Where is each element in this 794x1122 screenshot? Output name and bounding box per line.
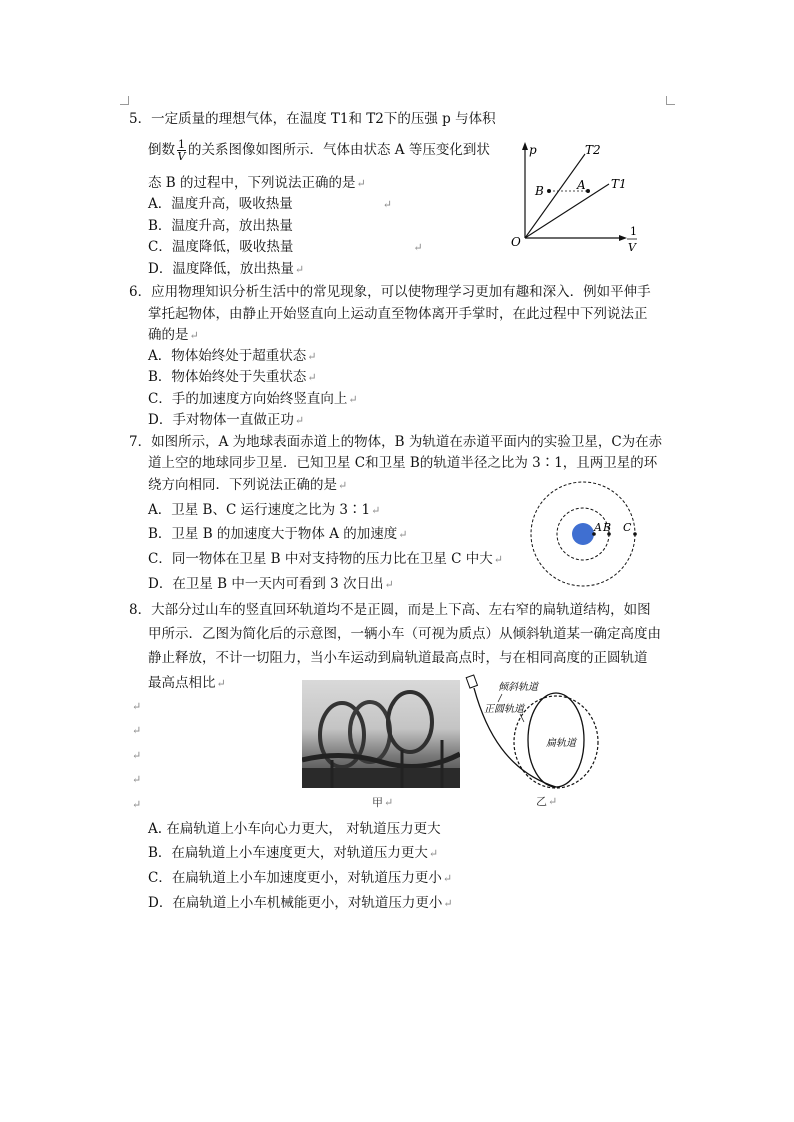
b-label: B <box>535 184 544 198</box>
q6-option-c: C．手的加速度方向始终竖直向上↵ <box>148 391 358 407</box>
q7-stem-line1: 7．如图所示，A 为地球表面赤道上的物体，B 为轨道在赤道平面内的实验卫星，C为在赤 <box>129 434 663 450</box>
point-a <box>586 189 590 193</box>
x-label-num: 1 <box>630 225 637 238</box>
q6-option-d: D．手对物体一直做正功↵ <box>148 412 305 428</box>
earth <box>572 523 594 545</box>
a-label: A <box>594 521 602 534</box>
q8-option-c: C．在扁轨道上小车加速度更小，对轨道压力更小↵ <box>148 870 453 886</box>
q8-stem-line3: 静止释放，不计一切阻力，当小车运动到扁轨道最高点时，与在相同高度的正圆轨道 <box>148 650 648 666</box>
fig-b-caption: 乙↵ <box>536 795 558 808</box>
q8-option-b: B．在扁轨道上小车速度更大，对轨道压力更大↵ <box>148 845 439 861</box>
incline-track <box>474 688 556 787</box>
empty-paragraph-mark: ↵ <box>132 700 142 713</box>
q5-option-b: B．温度升高，放出热量 <box>148 218 293 234</box>
q5-stem-line3: 态 B 的过程中，下列说法正确的是↵ <box>148 175 366 191</box>
q6-option-b: B．物体始终处于失重状态↵ <box>148 369 317 385</box>
q8-stem-line4: 最高点相比↵ <box>148 675 226 691</box>
flat-label: 扁轨道 <box>546 738 576 749</box>
x-label-den: V <box>628 241 636 254</box>
t2-label: T2 <box>585 143 601 157</box>
q6-option-a: A．物体始终处于超重状态↵ <box>148 348 317 364</box>
q8-option-d: D．在扁轨道上小车机械能更小，对轨道压力更小↵ <box>148 895 453 911</box>
a-label: A <box>577 178 586 192</box>
x-axis-arrow <box>619 235 627 241</box>
point-b <box>547 189 551 193</box>
q8-track-diagram <box>458 672 618 798</box>
q7-option-a: A．卫星 B、C 运行速度之比为 3∶1↵ <box>148 502 381 518</box>
page-corner-mark <box>120 96 129 105</box>
q5-graph <box>505 138 655 260</box>
rollercoaster-photo <box>302 680 460 788</box>
q7-orbit-figure <box>528 478 640 590</box>
p-label: p <box>529 143 537 157</box>
q7-stem-line3: 绕方向相同．下列说法正确的是↵ <box>148 477 348 493</box>
ground <box>302 768 460 788</box>
c-label: C <box>623 521 632 534</box>
page-corner-mark <box>666 96 675 105</box>
q7-option-c: C．同一物体在卫星 B 中对支持物的压力比在卫星 C 中大↵ <box>148 551 503 567</box>
q7-option-b: B．卫星 B 的加速度大于物体 A 的加速度↵ <box>148 526 408 542</box>
p-axis-arrow <box>522 142 528 150</box>
incline-label: 倾斜轨道 <box>498 682 538 693</box>
q6-stem-line2: 掌托起物体，由静止开始竖直向上运动直至物体离开手掌时，在此过程中下列说法正 <box>148 306 648 322</box>
empty-paragraph-mark: ↵ <box>132 798 142 811</box>
q7-stem-line2: 道上空的地球同步卫星．已知卫星 C和卫星 B的轨道半径之比为 3∶1，且两卫星的环 <box>148 455 658 471</box>
q5-stem-line2: 倒数 $\frac{1}{V}$ 的关系图像如图所示．气体由状态 A 等压变化到状 <box>148 138 490 163</box>
empty-paragraph-mark: ↵ <box>132 724 142 737</box>
origin-label: O <box>511 235 521 249</box>
q7-option-d: D．在卫星 B 中一天内可看到 3 次日出↵ <box>148 576 394 592</box>
q8-stem-line1: 8．大部分过山车的竖直回环轨道均不是正圆，而是上下高、左右窄的扁轨道结构，如图 <box>129 602 651 618</box>
q8-option-a: A. 在扁轨道上小车向心力更大， 对轨道压力更大 <box>148 821 441 837</box>
loop-2 <box>350 702 390 762</box>
rollercoaster-photo-art <box>302 680 460 788</box>
q5-option-c: C．温度降低，吸收热量 ↵ <box>148 239 423 255</box>
q8-stem-line2: 甲所示．乙图为简化后的示意图，一辆小车（可视为质点）从倾斜轨道某一确定高度由 <box>148 626 661 642</box>
point-c <box>633 532 637 536</box>
fig-a-caption: 甲↵ <box>372 796 394 809</box>
cart <box>466 675 477 688</box>
empty-paragraph-mark: ↵ <box>132 773 142 786</box>
q6-stem-line1: 6．应用物理知识分析生活中的常见现象，可以使物理学习更加有趣和深入．例如平伸手 <box>129 284 651 300</box>
q5-stem-line1: 5．一定质量的理想气体，在温度 T1和 T2下的压强 p 与体积 <box>129 111 496 127</box>
t2-line <box>525 154 585 238</box>
t1-label: T1 <box>611 177 627 191</box>
circle-label: 正圆轨道 <box>484 704 524 715</box>
leader-line <box>498 694 502 702</box>
q5-option-d: D．温度降低，放出热量↵ <box>148 261 305 277</box>
fraction-1-over-v: $\frac{1}{V}$ <box>177 138 186 163</box>
loop-3 <box>388 692 432 752</box>
q5-option-a: A．温度升高，吸收热量 ↵ <box>148 196 392 212</box>
q6-stem-line3: 确的是↵ <box>148 327 199 343</box>
empty-paragraph-mark: ↵ <box>132 749 142 762</box>
b-label: B <box>603 521 612 534</box>
